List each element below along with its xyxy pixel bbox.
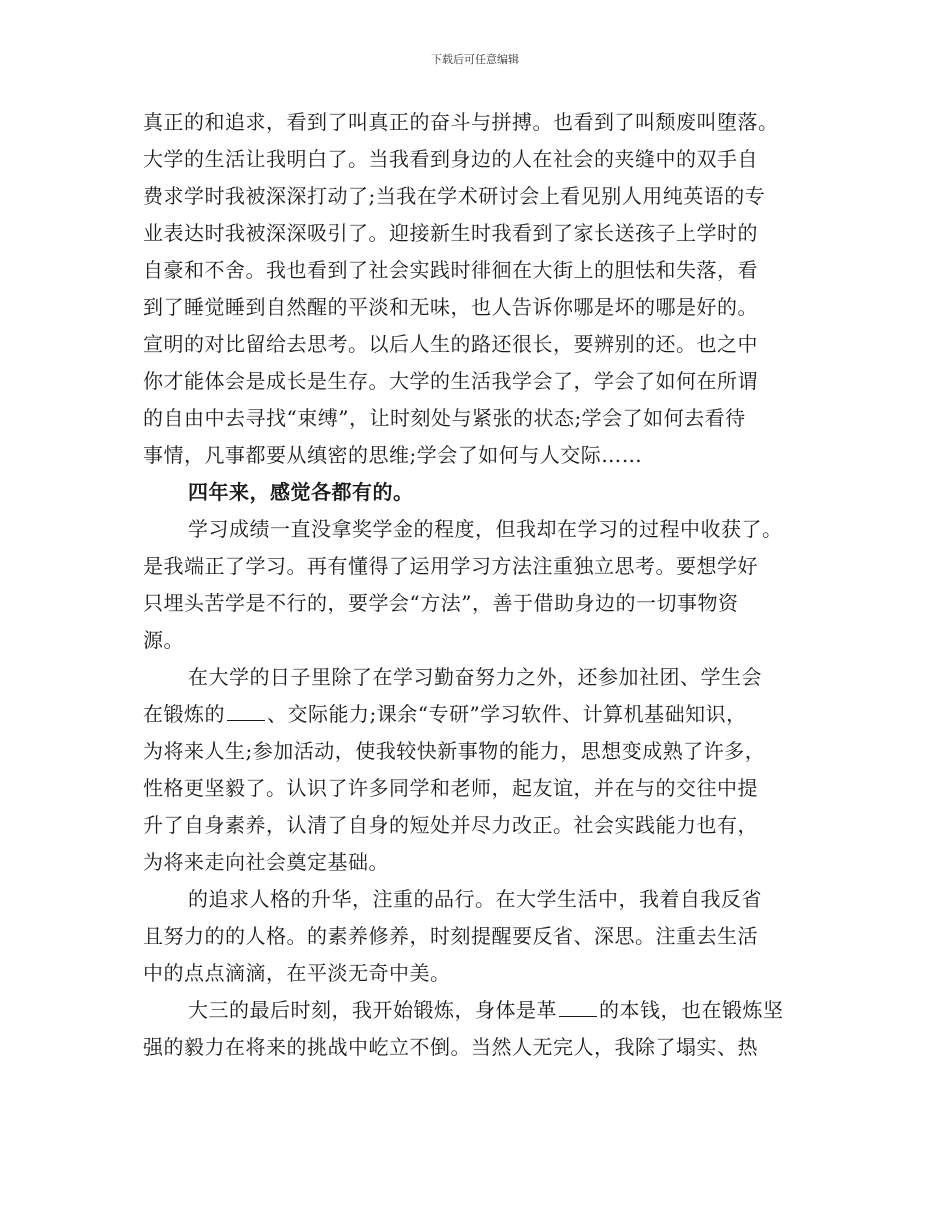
text-line: 强的毅力在将来的挑战中屹立不倒。当然人无完人，我除了塌实、热 xyxy=(143,1035,758,1059)
text-line: 只埋头苦学是不行的，要学会“方法”，善于借助身边的一切事物资 xyxy=(143,591,739,615)
text-line: 业表达时我被深深吸引了。迎接新生时我看到了家长送孩子上学时的 xyxy=(143,221,758,245)
text-line: 源。 xyxy=(143,628,184,652)
text-segment: 大三的最后时刻，我开始锻炼，身体是革 xyxy=(188,998,557,1022)
text-line-with-blank xyxy=(143,992,823,1029)
text-segment: 的本钱，也在锻炼坚 xyxy=(599,998,784,1022)
text-line: 是我端正了学习。再有懂得了运用学习方法注重独立思考。要想学好 xyxy=(143,554,758,578)
paragraph-2 xyxy=(143,511,823,659)
text-line: 大学的生活让我明白了。当我看到身边的人在社会的夹缝中的双手自 xyxy=(143,147,758,171)
text-line: 且努力的的人格。的素养修养，时刻提醒要反省、深思。注重去生活 xyxy=(143,924,758,948)
heading-line: 四年来，感觉各都有的。 xyxy=(188,480,414,504)
text-line: 费求学时我被深深打动了;当我在学术研讨会上看见别人用纯英语的专 xyxy=(143,184,766,208)
text-line: 到了睡觉睡到自然醒的平淡和无味，也人告诉你哪是坏的哪是好的。 xyxy=(143,295,758,319)
text-line: 在大学的日子里除了在学习勤奋努力之外，还参加社团、学生会 xyxy=(188,665,762,689)
text-line: 为将来走向社会奠定基础。 xyxy=(143,850,389,874)
text-line: 性格更坚毅了。认识了许多同学和老师，起友谊，并在与的交往中提 xyxy=(143,776,758,800)
paragraph-1 xyxy=(143,104,823,474)
text-line-with-blank xyxy=(143,696,823,733)
text-line: 你才能体会是成长是生存。大学的生活我学会了，学会了如何在所谓 xyxy=(143,369,758,393)
text-line: 的追求人格的升华，注重的品行。在大学生活中，我着自我反省 xyxy=(188,887,762,911)
text-line: 真正的和追求，看到了叫真正的奋斗与拼搏。也看到了叫颓废叫堕落。 xyxy=(143,110,779,134)
text-line: 自豪和不舍。我也看到了社会实践时徘徊在大街上的胆怯和失落，看 xyxy=(143,258,758,282)
page-header: 下载后可任意编辑 xyxy=(431,53,519,66)
text-line: 为将来人生;参加活动，使我较快新事物的能力，思想变成熟了许多， xyxy=(143,739,766,763)
text-segment: 、交际能力;课余“专研”学习软件、计算机基础知识， xyxy=(267,702,747,726)
text-segment: 在锻炼的 xyxy=(143,702,225,726)
text-line: 升了自身素养，认清了自身的短处并尽力改正。社会实践能力也有， xyxy=(143,813,758,837)
text-line: 事情，凡事都要从缜密的思维;学会了如何与人交际…… xyxy=(143,443,643,467)
paragraph-5 xyxy=(143,992,823,1066)
document-body xyxy=(143,104,823,1066)
text-line: 宣明的对比留给去思考。以后人生的路还很长，要辨别的还。也之中 xyxy=(143,332,758,356)
text-line: 学习成绩一直没拿奖学金的程度，但我却在学习的过程中收获了。 xyxy=(188,517,783,541)
section-heading xyxy=(143,474,823,511)
text-line: 的自由中去寻找“束缚”，让时刻处与紧张的状态;学会了如何去看待 xyxy=(143,406,746,430)
fill-in-blank xyxy=(227,698,265,721)
fill-in-blank xyxy=(559,994,597,1017)
paragraph-3 xyxy=(143,659,823,881)
text-line: 中的点点滴滴，在平淡无奇中美。 xyxy=(143,961,451,985)
paragraph-4 xyxy=(143,881,823,992)
